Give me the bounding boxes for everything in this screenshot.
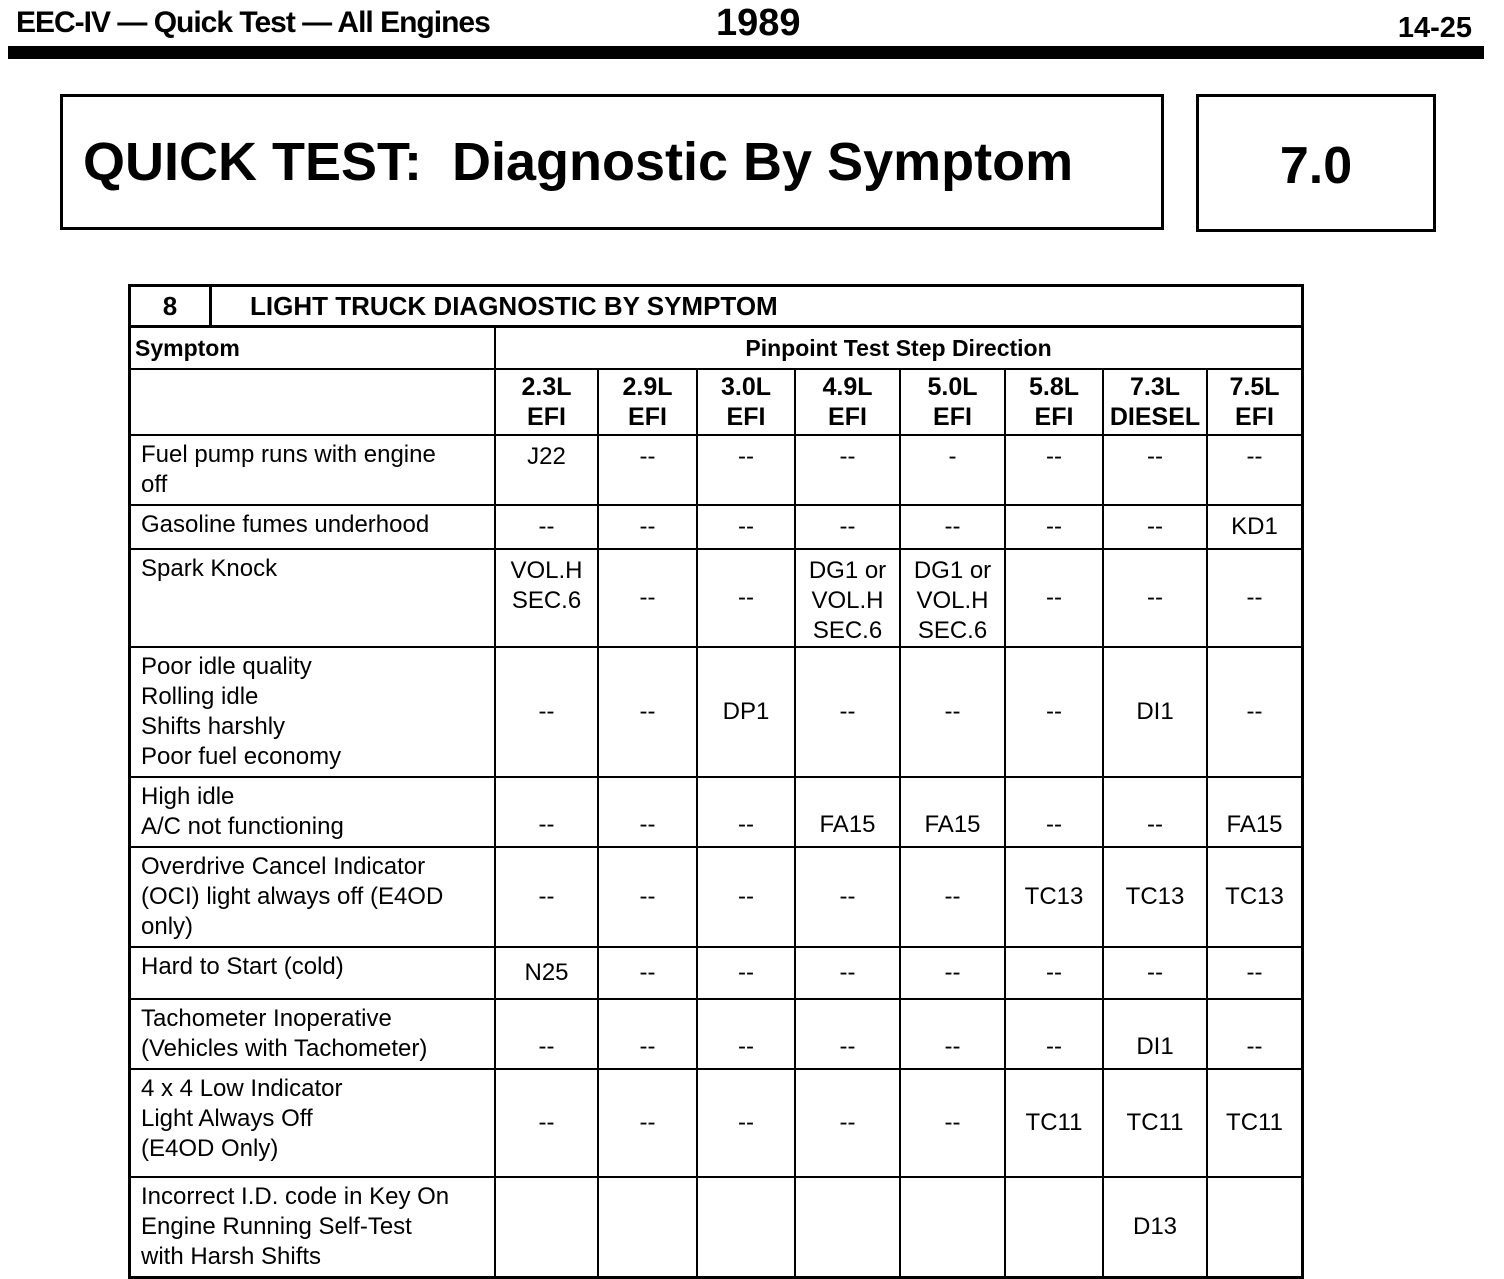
section-number-box: 7.0 xyxy=(1196,94,1436,232)
pinpoint-cell: DI1 xyxy=(1103,999,1207,1069)
pinpoint-cell: -- xyxy=(1005,777,1103,847)
pinpoint-cell: -- xyxy=(598,847,697,947)
symptom-line: with Harsh Shifts xyxy=(141,1243,322,1270)
pinpoint-cell xyxy=(1005,1177,1103,1276)
table-row xyxy=(131,847,1301,947)
pinpoint-cell: -- xyxy=(795,505,900,549)
diagnostic-table xyxy=(128,284,1304,1279)
pinpoint-cell: -- xyxy=(1103,505,1207,549)
pinpoint-cell xyxy=(598,1177,697,1276)
pinpoint-cell: TC11 xyxy=(1207,1069,1301,1177)
pinpoint-cell xyxy=(495,1177,598,1276)
table-number: 8 xyxy=(131,287,212,325)
pinpoint-cell xyxy=(795,1177,900,1276)
engine-header xyxy=(795,369,900,435)
symptom-line: only) xyxy=(141,913,194,940)
engine-header xyxy=(495,369,598,435)
pinpoint-cell: -- xyxy=(900,999,1005,1069)
pinpoint-cell: -- xyxy=(697,847,795,947)
page-title: QUICK TEST: Diagnostic By Symptom xyxy=(83,132,1074,192)
pinpoint-cell: -- xyxy=(495,777,598,847)
table-row xyxy=(131,1177,1301,1276)
symptom-line: Shifts harshly xyxy=(141,713,286,740)
engine-header xyxy=(900,369,1005,435)
pinpoint-cell: -- xyxy=(598,999,697,1069)
symptom-table xyxy=(131,328,1301,1276)
running-header-year: 1989 xyxy=(716,2,801,44)
pinpoint-cell: FA15 xyxy=(1207,777,1301,847)
pinpoint-cell: TC11 xyxy=(1103,1069,1207,1177)
pinpoint-cell: -- xyxy=(598,647,697,777)
symptom-cell xyxy=(131,999,495,1069)
pinpoint-cell: TC13 xyxy=(1005,847,1103,947)
pinpoint-cell: TC11 xyxy=(1005,1069,1103,1177)
pinpoint-cell: -- xyxy=(1207,647,1301,777)
symptom-line: Hard to Start (cold) xyxy=(141,953,344,980)
symptom-line: off xyxy=(141,471,168,498)
pinpoint-cell: -- xyxy=(1005,999,1103,1069)
symptom-line: (OCI) light always off (E4OD xyxy=(141,883,444,910)
symptom-line: A/C not functioning xyxy=(141,813,344,840)
symptom-cell xyxy=(131,947,495,999)
pinpoint-cell: -- xyxy=(1005,505,1103,549)
engine-size: 3.0L xyxy=(720,373,772,401)
symptom-cell xyxy=(131,505,495,549)
pinpoint-cell: -- xyxy=(900,947,1005,999)
pinpoint-cell: -- xyxy=(598,947,697,999)
pinpoint-cell: -- xyxy=(598,1069,697,1177)
engine-header-row xyxy=(131,369,1301,435)
table-row xyxy=(131,777,1301,847)
pinpoint-cell: KD1 xyxy=(1207,505,1301,549)
symptom-line: (E4OD Only) xyxy=(141,1135,279,1162)
pinpoint-group-header: Pinpoint Test Step Direction xyxy=(495,328,1301,369)
table-banner xyxy=(131,287,1301,328)
symptom-line: Rolling idle xyxy=(141,683,259,710)
engine-type: EFI xyxy=(527,403,566,431)
pinpoint-cell: -- xyxy=(495,647,598,777)
pinpoint-cell: -- xyxy=(697,947,795,999)
pinpoint-cell: -- xyxy=(495,847,598,947)
pinpoint-cell: -- xyxy=(495,1069,598,1177)
pinpoint-cell: J22 xyxy=(495,435,598,505)
engine-type: DIESEL xyxy=(1109,403,1201,431)
pinpoint-cell: -- xyxy=(697,999,795,1069)
pinpoint-cell: -- xyxy=(795,947,900,999)
empty-header-cell xyxy=(131,369,495,435)
pinpoint-cell: FA15 xyxy=(900,777,1005,847)
pinpoint-cell: -- xyxy=(697,1069,795,1177)
pinpoint-cell: VOL.H SEC.6 xyxy=(495,549,598,647)
symptom-line: Incorrect I.D. code in Key On xyxy=(141,1183,450,1210)
pinpoint-cell: -- xyxy=(697,777,795,847)
symptom-line: Overdrive Cancel Indicator xyxy=(141,853,426,880)
symptom-cell xyxy=(131,847,495,947)
pinpoint-cell: -- xyxy=(795,999,900,1069)
symptom-line: Gasoline fumes underhood xyxy=(141,511,430,538)
pinpoint-cell: -- xyxy=(1103,549,1207,647)
pinpoint-cell: -- xyxy=(1207,999,1301,1069)
engine-header xyxy=(1207,369,1301,435)
header-rule xyxy=(8,46,1484,59)
table-body xyxy=(131,435,1301,1276)
pinpoint-cell: -- xyxy=(598,435,697,505)
pinpoint-cell: -- xyxy=(1005,435,1103,505)
engine-size: 5.8L xyxy=(1028,373,1080,401)
symptom-cell xyxy=(131,1069,495,1177)
table-row xyxy=(131,505,1301,549)
pinpoint-cell: -- xyxy=(900,505,1005,549)
pinpoint-cell xyxy=(1207,1177,1301,1276)
pinpoint-cell: -- xyxy=(900,1069,1005,1177)
symptom-line: Spark Knock xyxy=(141,555,278,582)
engine-size: 7.3L xyxy=(1129,373,1181,401)
pinpoint-cell xyxy=(900,1177,1005,1276)
table-header-row xyxy=(131,328,1301,369)
table-row xyxy=(131,647,1301,777)
symptom-line: Engine Running Self-Test xyxy=(141,1213,412,1240)
pinpoint-cell: -- xyxy=(1005,549,1103,647)
pinpoint-cell: -- xyxy=(1207,549,1301,647)
engine-type: EFI xyxy=(1034,403,1074,431)
symptom-cell xyxy=(131,435,495,505)
symptom-line: High idle xyxy=(141,783,235,810)
symptom-cell xyxy=(131,777,495,847)
pinpoint-cell: -- xyxy=(598,549,697,647)
pinpoint-cell: TC13 xyxy=(1103,847,1207,947)
engine-size: 5.0L xyxy=(927,373,978,401)
engine-type: EFI xyxy=(1235,403,1274,431)
engine-size: 2.9L xyxy=(622,373,673,401)
engine-size: 4.9L xyxy=(822,373,873,401)
symptom-column-header: Symptom xyxy=(131,328,495,369)
pinpoint-cell: DG1 or VOL.H SEC.6 xyxy=(900,549,1005,647)
pinpoint-cell: -- xyxy=(795,647,900,777)
pinpoint-cell xyxy=(697,1177,795,1276)
pinpoint-cell: -- xyxy=(795,435,900,505)
pinpoint-cell: -- xyxy=(1005,647,1103,777)
table-row xyxy=(131,435,1301,505)
symptom-line: (Vehicles with Tachometer) xyxy=(141,1035,428,1062)
pinpoint-cell: -- xyxy=(1103,435,1207,505)
pinpoint-cell: -- xyxy=(900,847,1005,947)
pinpoint-cell: N25 xyxy=(495,947,598,999)
pinpoint-cell: -- xyxy=(598,777,697,847)
symptom-line: 4 x 4 Low Indicator xyxy=(141,1075,343,1102)
engine-size: 2.3L xyxy=(521,373,572,401)
symptom-cell xyxy=(131,549,495,647)
symptom-line: Tachometer Inoperative xyxy=(141,1005,392,1032)
pinpoint-cell: DP1 xyxy=(697,647,795,777)
table-row xyxy=(131,549,1301,647)
engine-type: EFI xyxy=(628,403,667,431)
symptom-line: Poor idle quality xyxy=(141,653,312,680)
table-row xyxy=(131,1069,1301,1177)
engine-size: 7.5L xyxy=(1229,373,1280,401)
pinpoint-cell: -- xyxy=(1005,947,1103,999)
symptom-line: Fuel pump runs with engine xyxy=(141,441,436,468)
engine-header xyxy=(1005,369,1103,435)
title-box xyxy=(60,94,1164,230)
pinpoint-cell: -- xyxy=(1103,947,1207,999)
engine-type: EFI xyxy=(726,403,766,431)
pinpoint-cell: D13 xyxy=(1103,1177,1207,1276)
pinpoint-cell: DI1 xyxy=(1103,647,1207,777)
engine-header xyxy=(1103,369,1207,435)
pinpoint-cell: - xyxy=(900,435,1005,505)
running-header-title: EEC-IV — Quick Test — All Engines xyxy=(16,6,490,39)
pinpoint-cell: -- xyxy=(697,549,795,647)
table-row xyxy=(131,947,1301,999)
engine-type: EFI xyxy=(933,403,972,431)
table-row xyxy=(131,999,1301,1069)
pinpoint-cell: -- xyxy=(900,647,1005,777)
pinpoint-cell: -- xyxy=(495,999,598,1069)
engine-type: EFI xyxy=(828,403,867,431)
engine-header xyxy=(598,369,697,435)
pinpoint-cell: -- xyxy=(795,1069,900,1177)
pinpoint-cell: -- xyxy=(697,435,795,505)
engine-header xyxy=(697,369,795,435)
pinpoint-cell: -- xyxy=(598,505,697,549)
symptom-line: Light Always Off xyxy=(141,1105,313,1132)
pinpoint-cell: -- xyxy=(1207,435,1301,505)
symptom-cell xyxy=(131,647,495,777)
page-number: 14-25 xyxy=(1397,12,1472,44)
symptom-line: Poor fuel economy xyxy=(141,743,342,770)
pinpoint-cell: -- xyxy=(1207,947,1301,999)
pinpoint-cell: -- xyxy=(795,847,900,947)
pinpoint-cell: DG1 or VOL.H SEC.6 xyxy=(795,549,900,647)
symptom-cell xyxy=(131,1177,495,1276)
pinpoint-cell: -- xyxy=(697,505,795,549)
table-title: LIGHT TRUCK DIAGNOSTIC BY SYMPTOM xyxy=(250,291,778,321)
pinpoint-cell: -- xyxy=(1103,777,1207,847)
pinpoint-cell: TC13 xyxy=(1207,847,1301,947)
pinpoint-cell: -- xyxy=(495,505,598,549)
pinpoint-cell: FA15 xyxy=(795,777,900,847)
